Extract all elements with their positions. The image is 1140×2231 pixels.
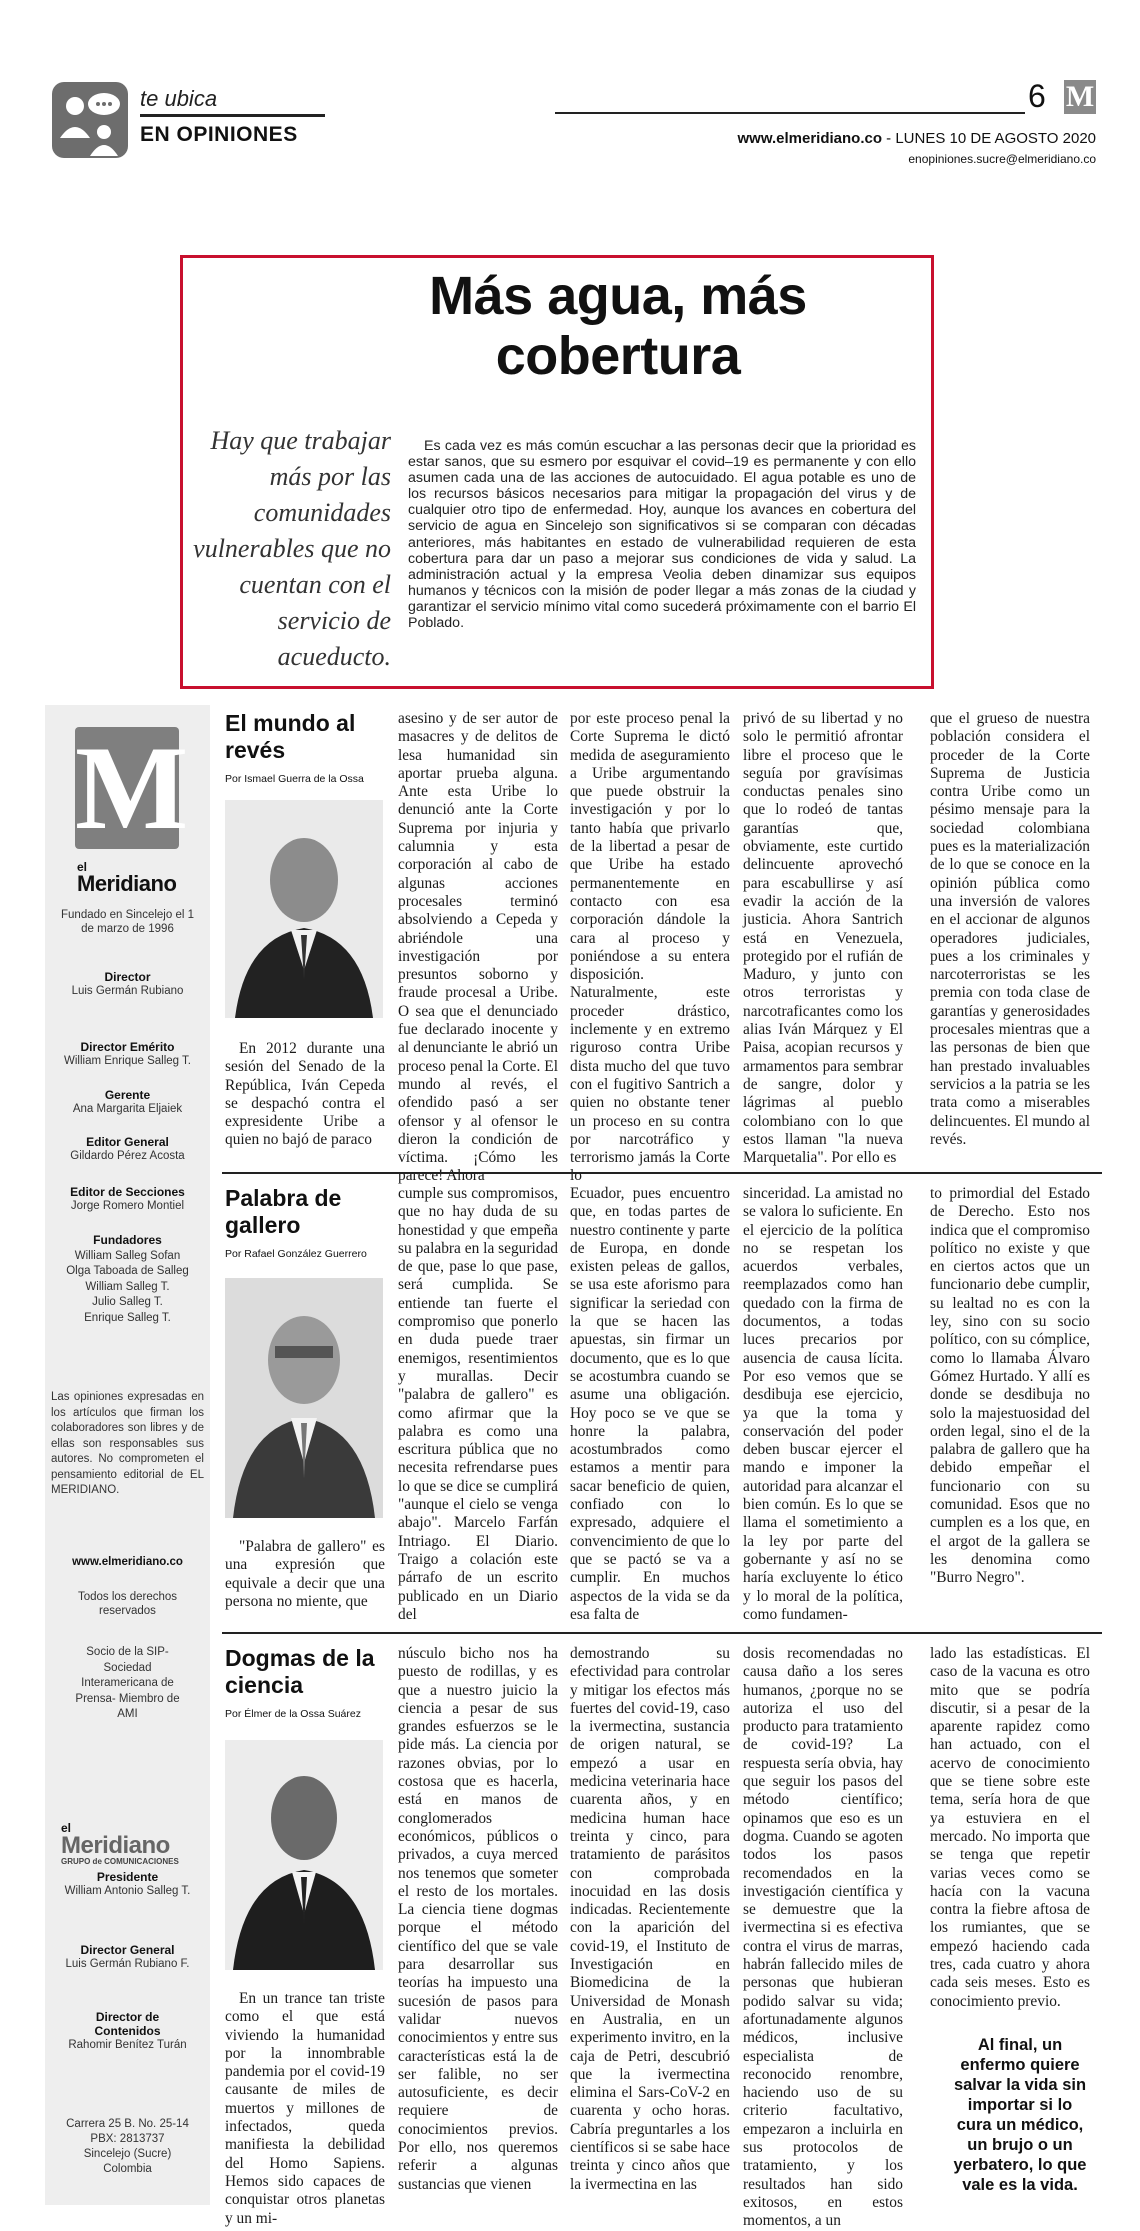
column-text: que el grueso de nuestra población considera el proceder de la Corte Suprema de Justicia contra Uribe como un pésimo mensaje para la sociedad colombiana pues es la materialización de lo que se conoce en la opinión pública como una inversión de valores en el accionar de algunos operadores judiciales, pues a los criminales y narcoterroristas se les premia con toda clase de garantías y generosidades procesales mientras que a las personas de bien que han prestado invaluables servicios a la patria se les trata como a miserables delincuentes. El mundo al revés. — [930, 710, 1090, 1148]
address-line: Colombia — [103, 2163, 152, 2175]
article-column — [570, 710, 730, 1186]
group-brand-el: el — [61, 1821, 72, 1835]
article-column — [225, 1990, 385, 2228]
column-text: privó de su libertad y no solo le permitió afrontar libre el proceso que le seguía por gravísimas conductas penales sino que lo rodeó de tantas garantías que, obviamente, este curtido delincuente aprovechó para escabullirse y así evadir la acción de la justicia. Ahora Santrich está en Venezuela, protegido por el rufián de Maduro, y junto con otros terroristas y narcotraficantes como los alias Iván Márquez y El Paisa, acopian recursos y armamentos para sembrar de sangre, dolor y lágrimas al pueblo colombiano con lo que estos llaman "la nueva Marquetalia". Por ello es — [743, 710, 903, 1167]
column-text: En 2012 durante una sesión del Senado de la República, Iván Cepeda se despachó contra el expresidente Uribe a quien no bajó de paraco — [225, 1040, 385, 1149]
article-column — [398, 710, 558, 1186]
manager-name: Ana Margarita Eljaiek — [72, 1103, 183, 1115]
article-author: Por Élmer de la Ossa Suárez — [225, 1708, 361, 1720]
article-author: Por Ismael Guerra de la Ossa — [225, 773, 364, 785]
address-line: PBX: 2813737 — [90, 2133, 165, 2145]
article-column — [930, 1185, 1090, 1588]
editor-role: Editor General — [86, 1135, 169, 1149]
manager-block — [45, 1088, 210, 1116]
article-divider — [222, 1172, 1102, 1174]
author-photo — [225, 800, 383, 1018]
author-photo — [225, 1278, 383, 1518]
column-text: sinceridad. La amistad no se valora lo suficiente. En el ejercicio de la política no se respetan los acuerdos verbales, reemplazados como han quedado con la firma de documentos, a todas luces precarios por ausencia de causa lícita. Por eso vemos que se desdibuja ese ejercicio, ya que la toma y conservación del poder deben buscar ejercer el mando e imponer la autoridad para alcanzar el bien común. Es lo que se llama el sometimiento a la ley por parte del gobernante y así no se haría excluyente lo ético y lo moral de la política, como fundamen- — [743, 1185, 903, 1623]
founder-name: William Salleg Sofan — [74, 1249, 181, 1262]
article-divider — [222, 1632, 1102, 1634]
sections-editor-name: Jorge Romero Montiel — [70, 1200, 185, 1212]
article-column — [930, 710, 1090, 1149]
editor-block — [45, 1135, 210, 1163]
masthead-logo-icon: M — [75, 721, 189, 854]
column-text: Ecuador, pues encuentro que, en todas partes de nuestro continente y parte de Europa, en donde existen peleas de gallos, se usa este aforismo para significar la seriedad con la que se hacen las apuestas, sin firmar un documento, que es lo que se acostumbra cuando se asume una obligación. Hoy poco se ve que se honre la palabra, acostumbrados como estamos a mentir para sacar beneficio de quien, confiado con lo expresado, adquiere el convencimiento de que lo que se pactó se va a cumplir. En muchos aspectos de la vida se da esa falta de — [570, 1185, 730, 1623]
newspaper-logo-icon: M — [1065, 80, 1095, 113]
director-block — [45, 970, 210, 998]
article-column — [570, 1185, 730, 1624]
article-column — [743, 710, 903, 1167]
article-title: Palabra de gallero — [225, 1185, 342, 1238]
address-line: Carrera 25 B. No. 25-14 — [66, 2118, 189, 2130]
disclaimer: Las opiniones expresadas en los artículos que firman los colaboradores son libres y de ellas son responsables sus autores. No comprometen el pensamiento editorial de EL MERIDIANO. — [51, 1391, 204, 1496]
director-role: Director — [104, 970, 151, 984]
section-label — [140, 86, 325, 147]
article-title: El mundo al revés — [225, 710, 356, 763]
founder-name: William Salleg T. — [85, 1280, 170, 1293]
article-column — [225, 1538, 385, 1611]
editorial-title-line2: cobertura — [495, 326, 741, 386]
sections-editor-block — [45, 1185, 210, 1213]
editorial-title-line1: Más agua, más — [429, 266, 807, 326]
author-photo — [225, 1740, 383, 1970]
president-block — [45, 1870, 210, 1898]
header-dateline: www.elmeridiano.co - LUNES 10 DE AGOSTO 2020 — [737, 130, 1096, 147]
article-column — [930, 1645, 1090, 2011]
founded-note: Fundado en Sincelejo el 1 de marzo de 1996 — [61, 909, 194, 935]
header-divider — [555, 112, 1025, 114]
content-director-block — [45, 2010, 210, 2052]
rights-note: Todos los derechos reservados — [77, 1591, 178, 1617]
column-text: demostrando su efectividad para controlar y mitigar los efectos más fuertes del covid-19, caso la ivermectina, sustancia de origen natural, se empezó a usar en medicina veterinaria hace cuarenta años, y en medicina human hace treinta y cinco, para tratamiento de parásitos con comprobada inocuidad en las dosis indicadas. Recientemente con la aparición del covid-19, el Instituto de Investigación en Biomedicina de la Universidad de Monash en Australia, en un experimento invitro, en la caja de Petri, descubrió que la ivermectina elimina el Sars-CoV-2 en cuarenta y ocho horas. Cabría preguntarles a los científicos si se sabe hace treinta y cinco años que la ivermectina en las — [570, 1645, 730, 2193]
article-column — [398, 1185, 558, 1624]
general-director-name: Luis Germán Rubiano F. — [65, 1958, 190, 1970]
column-text: to primordial del Estado de Derecho. Esto nos indica que el compromiso político no existe y que en ciertos actos que un funcionario debe cumplir, su lealtad no es con la ley, sino con su socio político, con su cómplice, como lo llamaba Álvaro Gómez Hurtado. Y allí es donde se desdibuja no solo la majestuosidad del orden legal, sino el de la palabra de gallero que ha debido empeñar el funcionario con su comunidad. Esos que no cumplen es a los que, en el argot de la gallera se les denomina como "Burro Negro". — [930, 1185, 1090, 1587]
column-text: núsculo bicho nos ha puesto de rodillas, y es que a nuestro juicio la ciencia a pesar de sus grandes esfuerzos se le pide más. La ciencia por razones obvias, por lo costosa que es hacerla, está en manos de conglomerados económicos, públicos o privados, a cuya merced nos tenemos que someter el resto de los mortales. La ciencia tiene dogmas porque el método científico del que se vale para desarrollar sus teorías ha impuesto una sucesión de pasos para validar nuevos conocimientos y entre sus características está la de ser falible, no ser autosuficiente, es decir requiere de conocimientos previos. Por ello, nos queremos referir a algunas sustancias que vienen — [398, 1645, 558, 2193]
brand-el: el — [77, 860, 88, 874]
sidebar-website[interactable]: www.elmeridiano.co — [72, 1556, 183, 1568]
section-label-bottom: EN OPINIONES — [140, 123, 298, 146]
group-brand-name: Meridiano — [61, 1832, 170, 1859]
header-email[interactable]: enopiniones.sucre@elmeridiano.co — [908, 152, 1096, 166]
founders-role: Fundadores — [93, 1233, 162, 1247]
masthead-sidebar — [45, 705, 210, 2205]
president-role: Presidente — [96, 1870, 159, 1884]
column-text: lado las estadísticas. El caso de la vacuna es otro mito que se podría discutir, si a pesar de la aparente rapidez como han actuado, con el acervo de conocimiento que se tiene sobre este tema, sería hora de que ya estuviera en el mercado. No importa que se tenga que repetir varias veces como se hacía con la vacuna contra la fiebre aftosa de los rumiantes, que se empezó haciendo cada tres, cada cuatro y ahora cada seis meses. Esto es conocimiento previo. — [930, 1645, 1090, 2010]
manager-role: Gerente — [104, 1088, 151, 1102]
sip-note: Socio de la SIP- Sociedad Interamericana de Prensa- Miembro de AMI — [75, 1646, 180, 1720]
founder-name: Julio Salleg T. — [92, 1296, 163, 1308]
president-name: William Antonio Salleg T. — [64, 1885, 191, 1897]
emeritus-block — [45, 1040, 210, 1068]
content-director-name: Rahomir Benítez Turán — [68, 2039, 187, 2051]
column-text: En un trance tan triste como el que está viviendo la humanidad por la innombrable pandemia por el covid-19 causante de miles de muertos y millones de infectados, queda manifiesta la debilidad del Homo Sapiens. Hemos sido capaces de conquistar otros planetas y un mi- — [225, 1990, 385, 2227]
group-brand-subtitle: GRUPO de COMUNICACIONES — [61, 1857, 179, 1866]
article-column — [225, 1040, 385, 1150]
address-block — [45, 2117, 210, 2177]
column-text: por este proceso penal la Corte Suprema le dictó medida de aseguramiento a Uribe argumentando que puede obstruir la investigación y por lo tanto había que privarlo de la libertad a pesar de que Uribe ha estado permanentemente en contacto con esa corporación dándole la cara al proceso y poniéndose a su entera disposición. Naturalmente, este proceder drástico, inclemente y en extremo riguroso contra Uribe dista mucho del que tuvo con el fugitivo Santrich a quien no obstante tener un proceso en su contra por narcotráfico y terrorismo jamás la Corte lo — [570, 710, 730, 1185]
director-name: Luis Germán Rubiano — [71, 985, 184, 997]
editorial-box — [180, 255, 934, 689]
article-title: Dogmas de la ciencia — [225, 1645, 375, 1698]
editorial-title — [338, 266, 898, 386]
general-director-role: Director General — [80, 1943, 175, 1957]
content-director-role: Director de Contenidos — [94, 2010, 161, 2038]
column-text: "Palabra de gallero" es una expresión que equivale a decir que una persona no miente, que — [225, 1538, 385, 1610]
founder-name: Olga Taboada de Salleg — [66, 1265, 189, 1277]
founders-block — [45, 1233, 210, 1326]
header-site[interactable]: www.elmeridiano.co — [737, 130, 882, 147]
page-number: 6 — [1028, 78, 1046, 114]
column-text: asesino y de ser autor de masacres y de delitos de lesa humanidad sin aportar prueba alguna. Ante esta Uribe lo denunció ante la Corte Suprema por injuria y calumnia y esta corporación al cabo de algunas acciones procesales terminó absolviendo a Cepeda y abriéndole una investigación por presuntos soborno y fraude procesal a Uribe. O sea que el denunciado fue declarado inocente y al denunciante le abrió un proceso penal la Corte. El mundo al revés, el ofendido pasó a ser ofensor y al ofensor le dieron la condición de víctima. ¡Cómo les parece! Ahora — [398, 710, 558, 1185]
section-label-top: te ubica — [140, 86, 325, 117]
article-column — [743, 1645, 903, 2231]
article-column — [743, 1185, 903, 1624]
masthead-brand — [77, 860, 176, 894]
article-author: Por Rafael González Guerrero — [225, 1248, 367, 1260]
article-column — [398, 1645, 558, 2194]
brand-name: Meridiano — [77, 871, 177, 896]
editorial-pullquote: Hay que trabajar más por las comunidades vulnerables que no cuentan con el servicio de acueducto. — [193, 426, 391, 671]
founder-name: Enrique Salleg T. — [84, 1311, 171, 1324]
column-text: dosis recomendadas no causa daño a los seres humanos, ¿porque no se autoriza el uso del producto para tratamiento de covid-19? La respuesta sería obvia, hay que seguir los pasos del método científico; opinamos que eso es un dogma. Cuando se agoten todos los pasos recomendados en la investigación científica y se demuestre que la ivermectina si es efectiva contra el virus de marras, habrán fallecido miles de personas que hubieran podido salvar su vida; afortunadamente algunos médicos, inclusive especialista de reconocido renombre, haciendo uso de su criterio facultativo, empezaron a incluirla en sus protocolos de tratamiento, y los resultados han sido exitosos, en estos momentos, a un — [743, 1645, 903, 2230]
closing-pullquote: Al final, un enfermo quiere salvar la vida sin importar si lo cura un médico, un brujo o un yerbatero, lo que vale es la vida. — [953, 2036, 1087, 2194]
opinion-section-icon — [50, 80, 130, 160]
group-brand — [61, 1821, 179, 1866]
address-line: Sincelejo (Sucre) — [83, 2148, 172, 2160]
emeritus-role: Director Emérito — [80, 1040, 175, 1054]
emeritus-name: William Enrique Salleg T. — [64, 1055, 191, 1067]
sections-editor-role: Editor de Secciones — [70, 1185, 185, 1199]
editorial-body: Es cada vez es más común escuchar a las personas decir que la prioridad es estar sanos, que su esmero por esquivar el covid–19 es permanente y con ello asumen cada una de las acciones de autocuidado. El agua potable es uno de los recursos básicos necesarios para mitigar la propagación del virus y de cualquier otro tipo de enfermedad. Hoy, aunque los avances en cobertura del servicio de agua en Sincelejo son significativos si se comparan con décadas anteriores, más habitantes en estado de vulnerabilidad requieren de esta cobertura para dar un paso a mejorar sus condiciones de vida y salud. La administración actual y la empresa Veolia deben dinamizar sus equipos humanos y técnicos con la misión de poder llegar a más zonas de la ciudad y garantizar el servicio mínimo vital como sucederá próximamente con el barrio El Poblado. — [408, 438, 916, 632]
header-date: LUNES 10 DE AGOSTO 2020 — [895, 130, 1096, 147]
article-column — [570, 1645, 730, 2194]
column-text: cumple sus compromisos, que no hay duda de su honestidad y que empeña su palabra en la seguridad de que, pase lo que pase, será cumplida. Se entiende tan fuerte el compromiso que ponerlo en duda puede traer enemigos, resentimientos y murallas. Decir "palabra de gallero" es como afirmar que la palabra es como una escritura pública que no necesita refrendarse pues lo que se dice se cumplirá "aunque el cielo se venga abajo". Marcelo Farfán Intriago. El Diario. Traigo a colación este párrafo de un escrito publicado en un Diario del — [398, 1185, 558, 1623]
editor-name: Gildardo Pérez Acosta — [70, 1150, 185, 1162]
general-director-block — [45, 1943, 210, 1971]
